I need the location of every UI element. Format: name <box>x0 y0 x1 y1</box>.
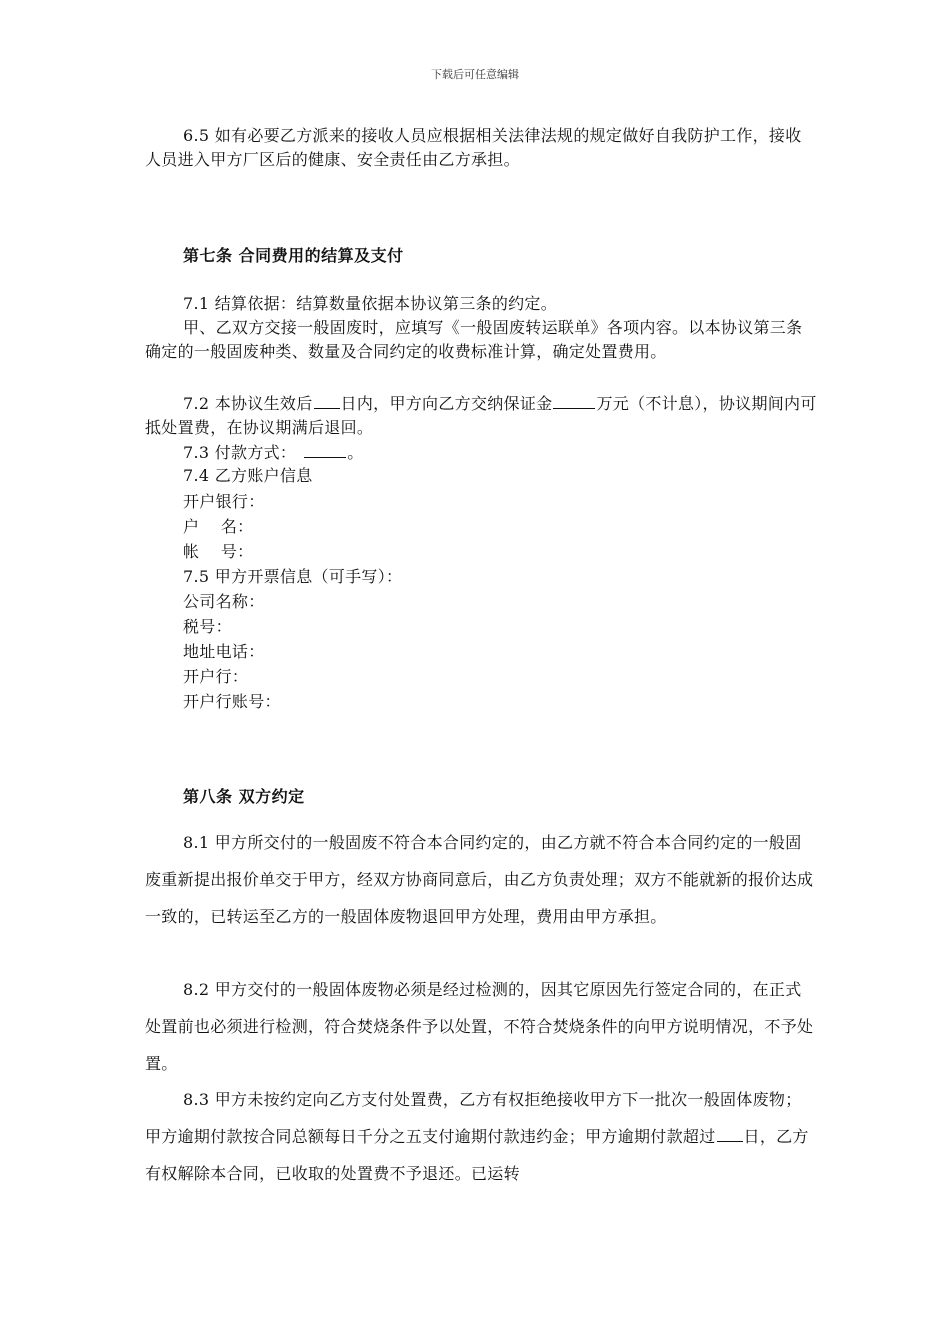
clause-8-3 <box>145 1081 817 1192</box>
clause-7-4: 7.4 乙方账户信息 <box>183 466 313 485</box>
company-name-field[interactable]: 公司名称： <box>183 592 265 611</box>
section-8-title: 第八条 双方约定 <box>183 787 305 806</box>
payment-method-blank[interactable] <box>304 440 346 458</box>
clause-8-2: 8.2 甲方交付的一般固体废物必须是经过检测的，因其它原因先行签定合同的，在正式处置前也必须进行检测，符合焚烧条件予以处置，不符合焚烧条件的向甲方说明情况，不予处置。 <box>145 980 814 1073</box>
clause-7-3-part-a: 7.3 付款方式： <box>183 443 297 462</box>
clause-8-3-part-a: 8.3 甲方未按约定向乙方支付处置费，乙方有权拒绝接收甲方下一批次一般固体废物；甲方逾期付款按合同总额每日千分之五支付逾期付款违约金；甲方逾期付款超过 <box>145 1090 802 1146</box>
account-name-field[interactable]: 户 名： <box>183 517 254 536</box>
clause-7-2-part-a: 7.2 本协议生效后 <box>183 394 313 413</box>
clause-7-3-part-b: 。 <box>347 443 364 462</box>
clause-6-5: 6.5 如有必要乙方派来的接收人员应根据相关法律法规的规定做好自我防护工作，接收人员进入甲方厂区后的健康、安全责任由乙方承担。 <box>145 126 802 169</box>
clause-7-3 <box>183 440 817 465</box>
address-phone-field[interactable]: 地址电话： <box>183 642 265 661</box>
clause-8-3-part-b: 日，乙方有权解除本合同，已收取的处置费不予退还。已运转 <box>145 1127 809 1183</box>
invoice-account-field[interactable]: 开户行账号： <box>183 692 281 711</box>
clause-7-1-detail: 甲、乙双方交接一般固废时，应填写《一般固废转运联单》各项内容。以本协议第三条确定的一般固废种类、数量及合同约定的收费标准计算，确定处置费用。 <box>145 318 803 361</box>
clause-7-2-part-b: 日内，甲方向乙方交纳保证金 <box>340 394 553 413</box>
invoice-bank-field[interactable]: 开户行： <box>183 667 249 686</box>
account-number-field[interactable]: 帐 号： <box>183 542 254 561</box>
page-header: 下载后可任意编辑 <box>431 68 519 81</box>
clause-7-5: 7.5 甲方开票信息（可手写）： <box>183 567 403 586</box>
section-7-title: 第七条 合同费用的结算及支付 <box>183 246 404 265</box>
overdue-days-blank[interactable] <box>717 1124 743 1142</box>
days-blank[interactable] <box>314 391 340 409</box>
clause-8-1: 8.1 甲方所交付的一般固废不符合本合同约定的，由乙方就不符合本合同约定的一般固废重新提出报价单交于甲方，经双方协商同意后，由乙方负责处理；双方不能就新的报价达成一致的，已转运至乙方的一般固体废物退回甲方处理，费用由甲方承担。 <box>145 833 814 926</box>
clause-7-1: 7.1 结算依据：结算数量依据本协议第三条的约定。 <box>183 294 558 313</box>
bank-field[interactable]: 开户银行： <box>183 492 265 511</box>
deposit-blank[interactable] <box>553 391 595 409</box>
clause-7-2 <box>145 391 817 440</box>
clause-7-2-part-c: 万元（不计息），协议期间内可抵处置费，在协议期满后退回。 <box>145 394 817 437</box>
tax-number-field[interactable]: 税号： <box>183 617 232 636</box>
